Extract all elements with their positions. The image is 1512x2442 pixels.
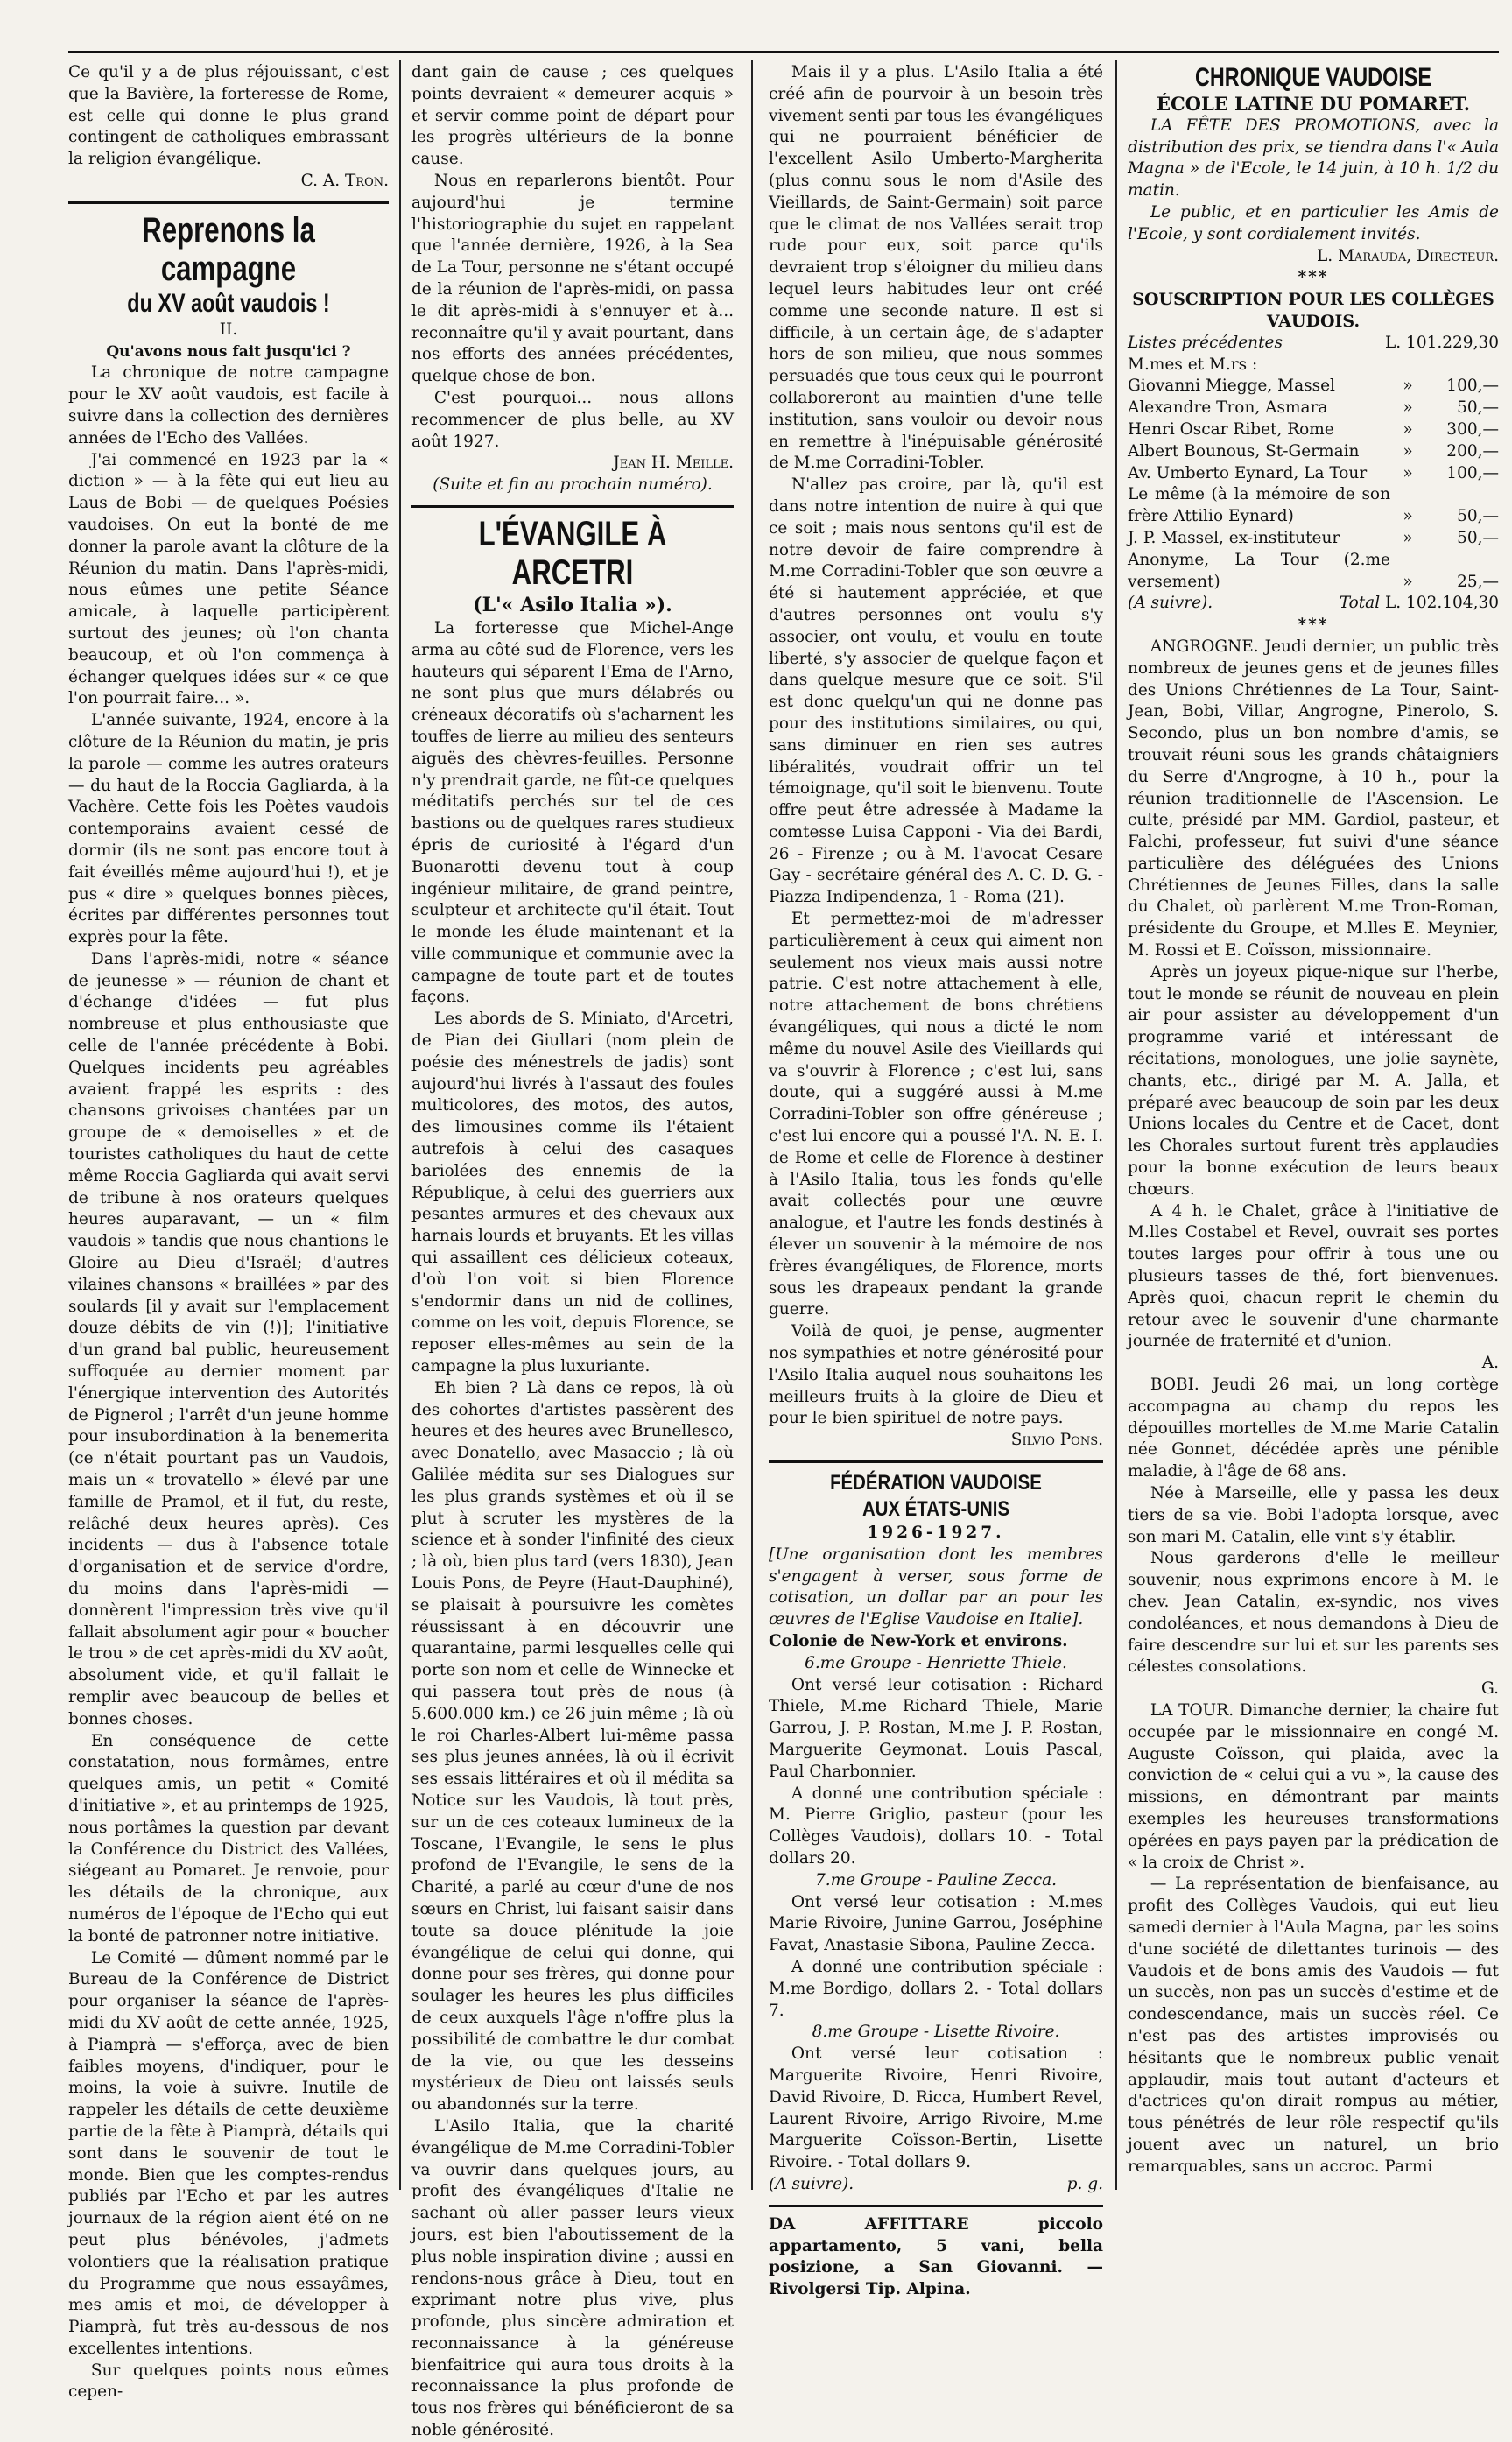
federation-title-line2: AUX ÉTATS-UNIS <box>861 1497 1010 1521</box>
school-text: LA FÊTE DES PROMOTIONS, avec la distribution des prix, se tiendra dans l'« Aula Magna » de l'Ecole, le 14 juin, à 10 h. 1/2 du matin. <box>1128 116 1499 201</box>
donor-mark: » <box>1403 463 1413 482</box>
previous-lists-amount: L. 101.229,30 <box>1385 333 1499 352</box>
divider <box>769 2205 1103 2207</box>
article-subtitle: (L'« Asilo Italia »). <box>473 593 672 616</box>
donor-name: Henri Oscar Ribet, Rome <box>1128 419 1334 439</box>
divider <box>68 201 389 204</box>
donor-amount: 50,— <box>1457 398 1499 418</box>
group-title: 6.me Groupe - Henriette Thiele. <box>805 1653 1067 1672</box>
donor-name: Anonyme, La Tour (2.me versement) <box>1128 550 1390 591</box>
divider <box>769 1460 1103 1463</box>
paragraph: Mais il y a plus. L'Asilo Italia a été créé afin de pourvoir à un besoin très vivement senti par tous les évangéliques qui ne pourraient bénéficier de l'excellent Asilo Umberto-Margherita (plus connu sous le nom d'Asile des Vieillards, de Saint-Germain) soit parce que le climat de nos Vallées serait trop rude pour eux, soit parce qu'ils devraient trop s'éloigner du milieu dans lequel leurs habitudes leur ont créé comme une seconde nature. Il est si difficile, à un certain âge, de s'adapter hors de son milieu, que nous sommes persuadés que tous ceux qui le pourront collaboreront au maintien d'une telle institution, sans vouloir ou devoir nous en remettre à l'inépuisable générosité de M.me Corradini-Tobler. <box>769 63 1103 473</box>
column-rule <box>751 60 753 2190</box>
paragraph: J'ai commencé en 1923 par la « diction » — à la fête qui eut lieu au Laus de Bobi — de quelques Poésies vaudoises. On eut la bonté de me donner la parole avant la clôture de la Réunion du matin. Dans l'après-midi, nous eûmes une petite Séance amicale, à laquelle participèrent surtout des jeunes; où l'on chanta beaucoup, et où l'on commença à échanger quelques idées sur « ce que l'on pourrait faire... ». <box>68 450 389 708</box>
paragraph: BOBI. Jeudi 26 mai, un long cortège accompagna au champ du repos les dépouilles mortelles de M.me Marie Catalin née Gonnet, décédée après une pénible maladie, à l'âge de 68 ans. <box>1128 1376 1499 1481</box>
column-4 <box>1128 62 1499 2190</box>
school-signature: L. Marauda, Directeur. <box>1316 246 1499 265</box>
paragraph: Nous garderons d'elle le meilleur souvenir, nous exprimons encore à M. le chev. Jean Catalin, ex-syndic, nos vives condoléances, et nous demandons à Dieu de faire descendre sur lui et sur les parents ses célestes consolations. <box>1128 1549 1499 1677</box>
mmes-label: M.mes et M.rs : <box>1128 355 1258 374</box>
donor-mark: » <box>1403 507 1413 526</box>
signature: A. <box>1481 1354 1499 1373</box>
paragraph: Et permettez-moi de m'adresser particulièrement à ceux qui aiment non seulement nos vieux mais aussi notre patrie. C'est notre attachement à elle, notre attachement de bons chrétiens évangéliques, qui nous a dicté le nom même du nouvel Asile des Vieillards qui va s'ouvrir à Florence ; c'est lui, sans doute, qui a suggéré aussi à M.me Corradini-Tobler son offre généreuse ; c'est lui encore qui a poussé l'A. N. E. I. de Rome et celle de Florence à destiner à l'Asilo Italia, tous les fonds qu'elle avait collectés pour une œuvre analogue, et l'autre les fonds destinés à élever un souvenir à la mémoire de nos frères évangéliques, de Florence, morts sous les drapeaux pendant la grande guerre. <box>769 910 1103 1320</box>
donor-row <box>1128 550 1499 594</box>
paragraph: Dans l'après-midi, notre « séance de jeunesse » — réunion de chant et d'échange d'idées — fut plus nombreuse et plus enthousiaste que celle de l'année précédente à Bobi. Quelques incidents peu agréables avaient frappé les esprits : des chansons grivoises chantées par un groupe de « demoiselles » et de touristes catholiques du haut de cette même Roccia Gagliarda qui avait servi de tribune à nos orateurs quelques heures auparavant, — un « film vaudois » tandis que nous chantions le Gloire au Dieu d'Israël; d'autres vilaines chansons « braillées » par des soulards [il y avait sur l'emplacement douze débits de vin (!)]; l'initiative d'un grand bal public, heureusement suffoquée au dernier moment par l'énergique intervention des Autorités de Pignerol ; l'arrêt d'un jeune homme pour insubordination à la benemerita (ce n'était pourtant pas un Vaudois, mais un « trovatello » élevé par une famille de Pramol, et il fut, du reste, relâché deux heures après). Ces incidents — dus à l'absence totale d'organisation et de service d'ordre, du moins dans l'après-midi — donnèrent l'impression très vive qu'il fallait absolument agir pour « boucher le trou » de cet après-midi du XV août, absolument vide, et qu'il fallait le remplir avec beaucoup de belles et bonnes choses. <box>68 949 389 1728</box>
donor-row <box>1128 419 1499 441</box>
donor-row <box>1128 484 1499 528</box>
to-follow: (A suivre). <box>769 2174 854 2193</box>
paragraph: La chronique de notre campagne pour le XV août vaudois, est facile à suivre dans la collection des dernières années de l'Echo des Vallées. <box>68 363 389 447</box>
donor-name: Alexandre Tron, Asmara <box>1128 398 1328 418</box>
paragraph: ANGROGNE. Jeudi dernier, un public très nombreux de jeunes gens et de jeunes filles des Unions Chrétiennes de La Tour, Saint-Jean, Bobi, Villar, Angrogne, Pinerolo, S. Secondo, plus un bon nombre d'amis, se trouvait réuni sous les grands châtaigniers du Serre d'Angrogne, à 10 h., pour la réunion traditionnelle de l'Ascension. Le culte, présidé par MM. Gardiol, pasteur, et Falchi, professeur, fut suivi d'une séance particulière des déléguées des Unions Chrétiennes de Jeunes Filles, dans la salle du Chalet, où parlèrent M.me Tron-Roman, présidente du Groupe, et M.lles E. Meynier, M. Rossi et E. Coïsson, missionnaire. <box>1128 637 1499 961</box>
subscription-title: SOUSCRIPTION POUR LES COLLÈGES VAUDOIS. <box>1132 290 1494 331</box>
school-title: ÉCOLE LATINE DU POMARET. <box>1156 93 1471 115</box>
previous-lists-row <box>1128 333 1499 355</box>
paragraph: L'Asilo Italia, que la charité évangélique de M.me Corradini-Tobler va ouvrir dans quelques jours, au profit des évangéliques d'Italie ne sachant où aller passer leurs vieux jours, est bien l'aboutissement de la plus noble inspiration divine ; aussi en rendons-nous grâce à Dieu, tout en exprimant notre plus vive, plus profonde, plus sincère admiration et reconnaissance à la généreuse bienfaitrice qui aura tous droits à la reconnaissance la plus profonde de tous nos frères qui bénéficieront de sa noble générosité. <box>411 2116 734 2440</box>
donor-row <box>1128 528 1499 550</box>
paragraph: N'allez pas croire, par là, qu'il est dans notre intention de nuire à qui que ce soit ; mais nous sentons qu'il est de notre devoir de faire comprendre à M.me Corradini-Tobler que son œuvre a été si hautement appréciée, et que d'autres personnes ont voulu s'y associer, ont voulu, et voulu en toute liberté, s'y associer de quelque façon et dans quelque mesure que ce soit. S'il est donc quelqu'un qui ne donne pas pour des institutions similaires, ou qui, sans diminuer en rien ses autres libéralités, voudrait offrir un tel témoignage, qu'il soit le bienvenu. Toute offre peut être adressée à Madame la comtesse Luisa Capponi - Via dei Bardi, 26 - Firenze ; ou à M. l'avocat Cesare Gay - secrétaire général des A. C. D. G. - Piazza Indipendenza, 1 - Roma (21). <box>769 475 1103 907</box>
paragraph: Eh bien ? Là dans ce repos, là où des cohortes d'artistes passèrent des heures et des heures avec Brunellesco, avec Donatello, avec Masaccio ; là où Galilée médita sur ses Dialogues sur les plus grands systèmes et où il se plut à scruter les mystères de la science et à sonder l'infinité des cieux ; là où, bien plus tard (vers 1830), Jean Louis Pons, de Peyre (Haut-Dauphiné), se plaisait à poursuivre les comètes réussissant à en découvrir une quarantaine, parmi lesquelles celle qui porte son nom et celle de Winnecke et qui passera tout près de nous (à 5.600.000 km.) ce 26 juin même ; là où le roi Charles-Albert lui-même passa ses plus jeunes années, là où il écrivit ses essais littéraires et où il médita sa Notice sur les Vaudois, là tout près, sur un de ces coteaux lumineux de la Toscane, l'Evangile, le sens le plus profond de l'Evangile, le sens de la Charité, a parlé au cœur d'une de nos sœurs en Christ, lui faisant saisir dans toute sa douce plénitude la joie évangélique de celui qui donne, qui donne pour ses frères, qui donne pour soulager les heures les plus difficiles de ceux auxquels l'âge n'offre plus la possibilité de combattre le dur combat de la vie, ou que les desseins mystérieux de Dieu ont laissés seuls ou abandonnés sur la terre. <box>411 1378 734 2115</box>
to-follow: (A suivre). <box>1128 594 1213 613</box>
paragraph: Après un joyeux pique-nique sur l'herbe, tout le monde se réunit de nouveau en plein air pour assister au développement d'un programme varié et intéressant de récitations, monologues, une jolie saynète, chants, etc., dirigé par M. A. Jalla, et préparé avec beaucoup de soin par les deux Unions locales du Centre et de Cacet, dont les Chorales surtout furent très applaudies pour la bonne exécution de leurs beaux chœurs. <box>1128 962 1499 1199</box>
donor-name: Giovanni Miegge, Massel <box>1128 377 1335 396</box>
paragraph: C'est pourquoi... nous allons recommencer de plus belle, au XV août 1927. <box>411 388 734 451</box>
total-row <box>1128 593 1499 615</box>
section-title: Qu'avons nous fait jusqu'ici ? <box>106 342 351 361</box>
group-text: Ont versé leur cotisation : M.mes Marie Rivoire, Junine Garrou, Joséphine Favat, Anastasie Sibona, Pauline Zecca. <box>769 1892 1103 1955</box>
to-be-continued: (Suite et fin au prochain numéro). <box>433 475 713 495</box>
paragraph: La forteresse que Michel-Ange arma au côté sud de Florence, vers les hauteurs qui séparent l'Ema de l'Arno, ne sont plus que murs délabrés ou créneaux décoratifs où s'acharnent les touffes de lierre au milieu des senteurs aiguës des chèvres-feuilles. Personne n'y prendrait garde, ne fût-ce quelques méditatifs perchés sur tel de ces bastions ou de quelques rares studieux épris de curiosité à l'égard d'un Buonarotti devenu tout à coup ingénieur militaire, de grand peintre, sculpteur et architecte qu'il était. Tout le monde les élude maintenant et la ville communique et communie avec la campagne de toute part et de toutes façons. <box>411 618 734 1007</box>
intro-signature: C. A. Tron. <box>300 171 389 190</box>
federation-signature: p. g. <box>1066 2174 1103 2193</box>
federation-footer <box>769 2174 1103 2196</box>
divider <box>411 505 734 508</box>
group-text: Ont versé leur cotisation : Marguerite Rivoire, Henri Rivoire, David Rivoire, D. Ricca, Humbert Revel, Laurent Rivoire, Arrigo Rivoire, M.me Marguerite Coïsson-Bertin, Lisette Rivoire. - Total dollars 9. <box>769 2044 1103 2172</box>
group-title: 7.me Groupe - Pauline Zecca. <box>814 1870 1058 1890</box>
intro-text: Ce qu'il y a de plus réjouissant, c'est que la Bavière, la forteresse de Rome, est celle qui donne le plus grand contingent de catholiques embrassant la religion évangélique. <box>68 63 389 169</box>
donor-mark: » <box>1403 377 1413 396</box>
signature: G. <box>1481 1679 1499 1699</box>
column-1 <box>68 62 389 2402</box>
signature: Silvio Pons. <box>1010 1431 1103 1450</box>
donor-row <box>1128 441 1499 463</box>
separator-stars: *** <box>1298 616 1329 635</box>
article-title: L'ÉVANGILE À ARCETRI <box>478 514 667 592</box>
paragraph: Voilà de quoi, je pense, augmenter nos sympathies et notre générosité pour l'Asilo Italia auquel nous souhaitons les meilleurs fruits à la gloire de Dieu et pour le bien spirituel de notre pays. <box>769 1322 1103 1428</box>
newspaper-page <box>68 51 1499 2440</box>
school-text-2: Le public, et en particulier les Amis de l'Ecole, y sont cordialement invités. <box>1128 202 1499 243</box>
paragraph: Sur quelques points nous eûmes cepen- <box>68 2361 389 2402</box>
donor-amount: 25,— <box>1457 572 1499 591</box>
column-2 <box>411 62 734 2440</box>
paragraph: Nous en reparlerons bientôt. Pour aujourd'hui je termine l'historiographie du sujet en rappelant que l'année dernière, 1926, à la Sea de La Tour, personne ne s'étant occupé de la réunion de l'après-midi, on passa le dit après-midi à s'ennuyer et à... reconnaître qu'il y avait pourtant, dans nos efforts des années précédentes, quelque chose de bon. <box>411 171 734 386</box>
article-title-line2: du XV août vaudois ! <box>127 288 330 318</box>
classified-ad: DA AFFITTARE piccolo appartamento, 5 vani, bella posizione, a San Giovanni. — Rivolgersi Tip. Alpina. <box>769 2214 1103 2299</box>
chronicle-title: CHRONIQUE VAUDOISE <box>1194 63 1432 92</box>
donor-name: Le même (à la mémoire de son frère Attilio Eynard) <box>1128 485 1390 526</box>
donor-name: Av. Umberto Eynard, La Tour <box>1128 463 1368 482</box>
group-text: Ont versé leur cotisation : Richard Thiele, M.me Richard Thiele, Marie Garrou, J. P. Rostan, M.me J. P. Rostan, Marguerite Geymonat. Louis Pascal, Paul Charbonnier. <box>769 1675 1103 1781</box>
article-title-line1: Reprenons la campagne <box>142 210 315 288</box>
section-number: II. <box>219 320 238 339</box>
donor-amount: 200,— <box>1446 441 1499 461</box>
group-title: 8.me Groupe - Lisette Rivoire. <box>812 2023 1060 2042</box>
donor-mark: » <box>1403 398 1413 418</box>
donor-amount: 100,— <box>1446 377 1499 396</box>
paragraph: — La représentation de bienfaisance, au profit des Collèges Vaudois, qui eut lieu samedi dernier à l'Aula Magna, par les soins d'une société de dilettantes turinois — des Vaudois et de bons amis des Vaudois — fut un succès, non pas un succès d'estime et de condescendance, mais un succès réel. Ce n'est pas des artistes improvisés ou hésitants que le nombreux public venait applaudir, mais tout autant d'acteurs et d'actrices qu'on dirait rompus au métier, tous pénétrés de leur rôle respectif qu'ils jouent avec un naturel, un brio remarquables, sans un accroc. Parmi <box>1128 1875 1499 2176</box>
donor-amount: 50,— <box>1457 528 1499 547</box>
group-special: A donné une contribution spéciale : M.me Bordigo, dollars 2. - Total dollars 7. <box>769 1957 1103 2020</box>
paragraph: LA TOUR. Dimanche dernier, la chaire fut occupée par le missionnaire en congé M. Auguste Coïsson, qui plaida, avec la conviction de « celui qui a vu », la cause des missions, en démontrant par maints exemples les heureuses transformations opérées en pays payen par la prédication de « la croix de Christ ». <box>1128 1700 1499 1872</box>
federation-intro: [Une organisation dont les membres s'engagent à verser, sous forme de cotisation, un dollar par an pour les œuvres de l'Eglise Vaudoise en Italie]. <box>769 1545 1103 1629</box>
previous-lists-label: Listes précédentes <box>1128 333 1283 352</box>
paragraph: L'année suivante, 1924, encore à la clôture de la Réunion du matin, je pris la parole — comme les autres orateurs — du haut de la Roccia Gagliarda, à la Vachère. Cette fois les Poètes vaudois contemporains avaient cessé de dormir (ils ne sont pas encore tout à fait éveillés même aujourd'hui !), et je pus « dire » quelques bonnes pièces, écrites par différentes personnes tout exprès pour la fête. <box>68 711 389 947</box>
paragraph: Née à Marseille, elle y passa les deux tiers de sa vie. Bobi l'adopta lorsque, avec son mari M. Catalin, elle vint s'y établir. <box>1128 1484 1499 1546</box>
donor-row <box>1128 376 1499 398</box>
group-special: A donné une contribution spéciale : M. Pierre Griglio, pasteur (pour les Collèges Vaudois), dollars 10. - Total dollars 20. <box>769 1784 1103 1868</box>
column-rule <box>1115 60 1117 2190</box>
donor-mark: » <box>1403 441 1413 461</box>
paragraph: A 4 h. le Chalet, grâce à l'initiative de M.lles Costabel et Revel, ouvrait ses portes toutes larges pour offrir à tous une ou plusieurs tasses de thé, fort bienvenues. Après quoi, chacun reprit le chemin du retour avec le souvenir d'une charmante journée de fraternité et d'union. <box>1128 1201 1499 1351</box>
federation-title-line1: FÉDÉRATION VAUDOISE <box>830 1471 1042 1495</box>
donor-amount: 50,— <box>1457 507 1499 526</box>
column-rule <box>399 60 401 2190</box>
donor-row <box>1128 463 1499 485</box>
signature: Jean H. Meille. <box>613 454 734 473</box>
donor-name: J. P. Massel, ex-instituteur <box>1128 528 1340 547</box>
donor-name: Albert Bounous, St-Germain <box>1128 441 1360 461</box>
column-3 <box>769 62 1103 2299</box>
paragraph: Le Comité — dûment nommé par le Bureau de la Conférence de District pour organiser la séance de l'après-midi du XV août de cette année, 1925, à Piamprà — s'efforça, avec de bien faibles moyens, d'indiquer, pour le moins, la voie à suivre. Inutile de rappeler les détails de cette deuxième partie de la fête à Piamprà, détails qui sont dans le souvenir de tout le monde. Bien que les comptes-rendus publiés par l'Echo et par les autres journaux de la région aient été on ne peut plus bénévoles, j'admets volontiers que la réalisation pratique du Programme que nous essayâmes, mes amis et moi, de développer à Piamprà, fut très au-dessous de nos excellentes intentions. <box>68 1948 389 2358</box>
donor-row <box>1128 398 1499 419</box>
paragraph: dant gain de cause ; ces quelques points devraient « demeurer acquis » et servir comme point de départ pour les progrès ultérieurs de la bonne cause. <box>411 63 734 169</box>
separator-stars: *** <box>1298 268 1329 287</box>
donor-mark: » <box>1403 572 1413 591</box>
paragraph: Les abords de S. Miniato, d'Arcetri, de Pian dei Giullari (nom plein de poésie des ménestrels de jadis) sont aujourd'hui livrés à l'assaut des foules multicolores, des motos, des autos, des limousines comme ils l'étaient autrefois à celui des casaques bariolées des ennemis de la République, à celui des guerriers aux pesantes armures et des chevaux aux harnais lourds et bruyants. Et les villas qui assaillent ces délicieux coteaux, d'où l'on voit si bien Florence s'endormir dans un nid de collines, comme on les voit, depuis Florence, se reposer elles-mêmes au sein de la campagne la plus luxuriante. <box>411 1010 734 1376</box>
donor-mark: » <box>1403 528 1413 547</box>
paragraph: En conséquence de cette constatation, nous formâmes, entre quelques amis, un petit « Comité d'initiative », et au printemps de 1925, nous portâmes la question par devant la Conférence du District des Vallées, siégeant au Pomaret. Je renvoie, pour les détails de la chronique, aux numéros de l'époque de l'Echo qui eut la bonté de patronner notre initiative. <box>68 1731 389 1946</box>
colony-title: Colonie de New-York et environs. <box>769 1631 1068 1650</box>
federation-years: 1926-1927. <box>867 1524 1005 1542</box>
total-label: Total <box>1339 594 1381 613</box>
total-amount: L. 102.104,30 <box>1385 594 1499 613</box>
donor-mark: » <box>1403 419 1413 439</box>
donor-amount: 100,— <box>1446 463 1499 482</box>
donor-amount: 300,— <box>1446 419 1499 439</box>
